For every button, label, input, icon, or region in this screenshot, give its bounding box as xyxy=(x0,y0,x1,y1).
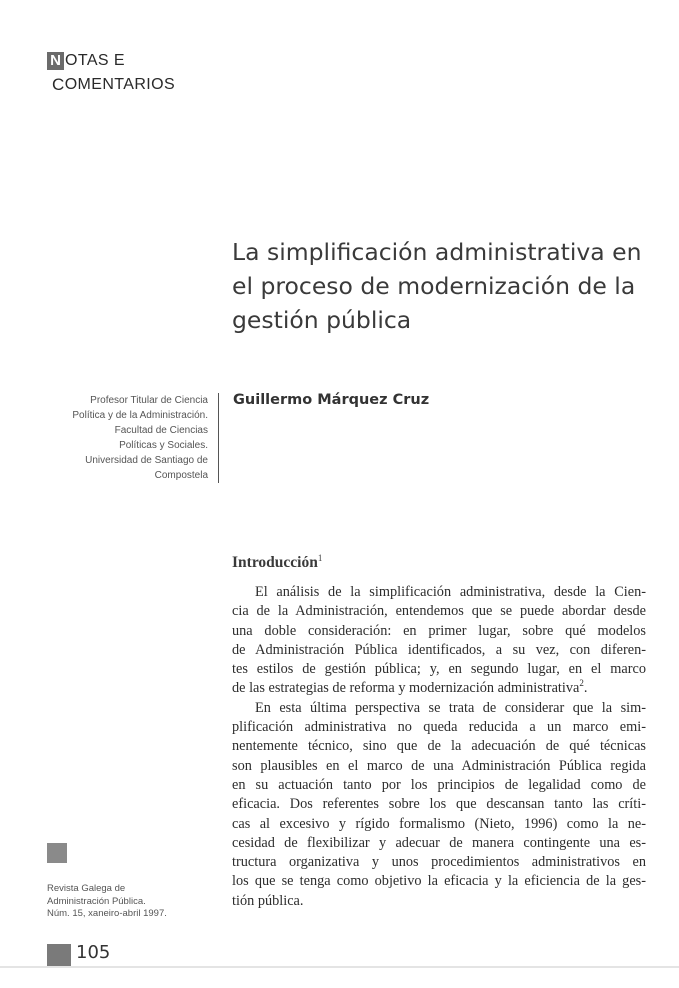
paragraph-line: tión pública. xyxy=(232,892,304,909)
affiliation-line: Profesor Titular de Ciencia xyxy=(90,395,208,406)
paragraph-line: tructura organizativa y unos procedimientos administrativos en xyxy=(232,854,646,871)
page-number: 105 xyxy=(76,942,111,963)
paragraph-end-punct: . xyxy=(583,680,588,697)
affiliation-line: Universidad de Santiago de xyxy=(85,455,208,466)
section-line1: OTAS E xyxy=(65,52,125,69)
paragraph-line: plificación administrativa no queda reducida a un marco emi- xyxy=(232,719,646,736)
title-line-2: el proceso de modernización de la xyxy=(232,272,636,300)
section-line2: OMENTARIOS xyxy=(64,76,176,93)
author-affiliation xyxy=(18,393,219,483)
journal-line: Revista Galega de xyxy=(47,883,126,894)
paragraph-line: de Administración Pública identificados, a su vez, con diferen- xyxy=(232,641,646,658)
paragraph-line: los que se tenga como objetivo la eficacia y la eficiencia de la ges- xyxy=(232,873,646,890)
paragraph-line: cesidad de flexibilizar y adecuar de manera contingente una es- xyxy=(232,834,646,851)
section-initial-box: N xyxy=(47,52,64,70)
title-line-1: La simplificación administrativa en xyxy=(232,238,642,266)
section-label xyxy=(47,50,175,96)
section-heading-text: Introducción xyxy=(232,554,318,572)
paragraph-line: cas al excesivo y rígido formalismo (Nieto, 1996) como la ne- xyxy=(232,815,646,832)
affiliation-line: Política y de la Administración. xyxy=(72,410,208,421)
section-heading xyxy=(232,553,322,572)
decorative-square xyxy=(47,843,67,863)
page-number-box xyxy=(47,944,71,966)
paragraph-line: cia de la Administración, entendemos que se puede abordar desde xyxy=(232,603,646,620)
paragraph-line: en su actuación tanto por los principios de legalidad como de xyxy=(232,776,646,793)
footnote-marker: 1 xyxy=(317,553,323,563)
title-line-3: gestión pública xyxy=(232,306,412,334)
page-edge-divider xyxy=(0,966,679,968)
paragraph-line: nentemente técnico, sino que de la adecuación de qué técnicas xyxy=(232,738,646,755)
paragraph-line: eficacia. Dos referentes sobre los que descansan tanto las críti- xyxy=(232,796,646,813)
paragraph-line: En esta última perspectiva se trata de considerar que la sim- xyxy=(255,699,646,716)
journal-reference xyxy=(47,883,167,921)
section-line2-initial: C xyxy=(52,75,65,94)
paragraph-line-text: de las estrategias de reforma y modernización administrativa xyxy=(232,680,580,697)
paragraph-line: El análisis de la simplificación administrativa, desde la Cien- xyxy=(255,584,646,600)
affiliation-line: Compostela xyxy=(154,470,208,481)
body-text xyxy=(232,583,646,911)
paragraph-line: una doble consideración: en primer lugar, sobre qué modelos xyxy=(232,622,646,639)
affiliation-line: Facultad de Ciencias xyxy=(114,425,208,436)
footnote-marker: 2 xyxy=(579,678,584,689)
article-title xyxy=(232,235,652,337)
author-name: Guillermo Márquez Cruz xyxy=(233,392,430,408)
journal-line: Administración Pública. xyxy=(47,895,146,907)
journal-line: Núm. 15, xaneiro-abril 1997. xyxy=(47,908,167,919)
affiliation-line: Políticas y Sociales. xyxy=(119,440,208,451)
paragraph-line: son plausibles en el marco de una Administración Pública regida xyxy=(232,757,646,774)
paragraph-line-final xyxy=(232,679,646,698)
paragraph-line: tes estilos de gestión pública; y, en segundo lugar, en el marco xyxy=(232,661,646,678)
